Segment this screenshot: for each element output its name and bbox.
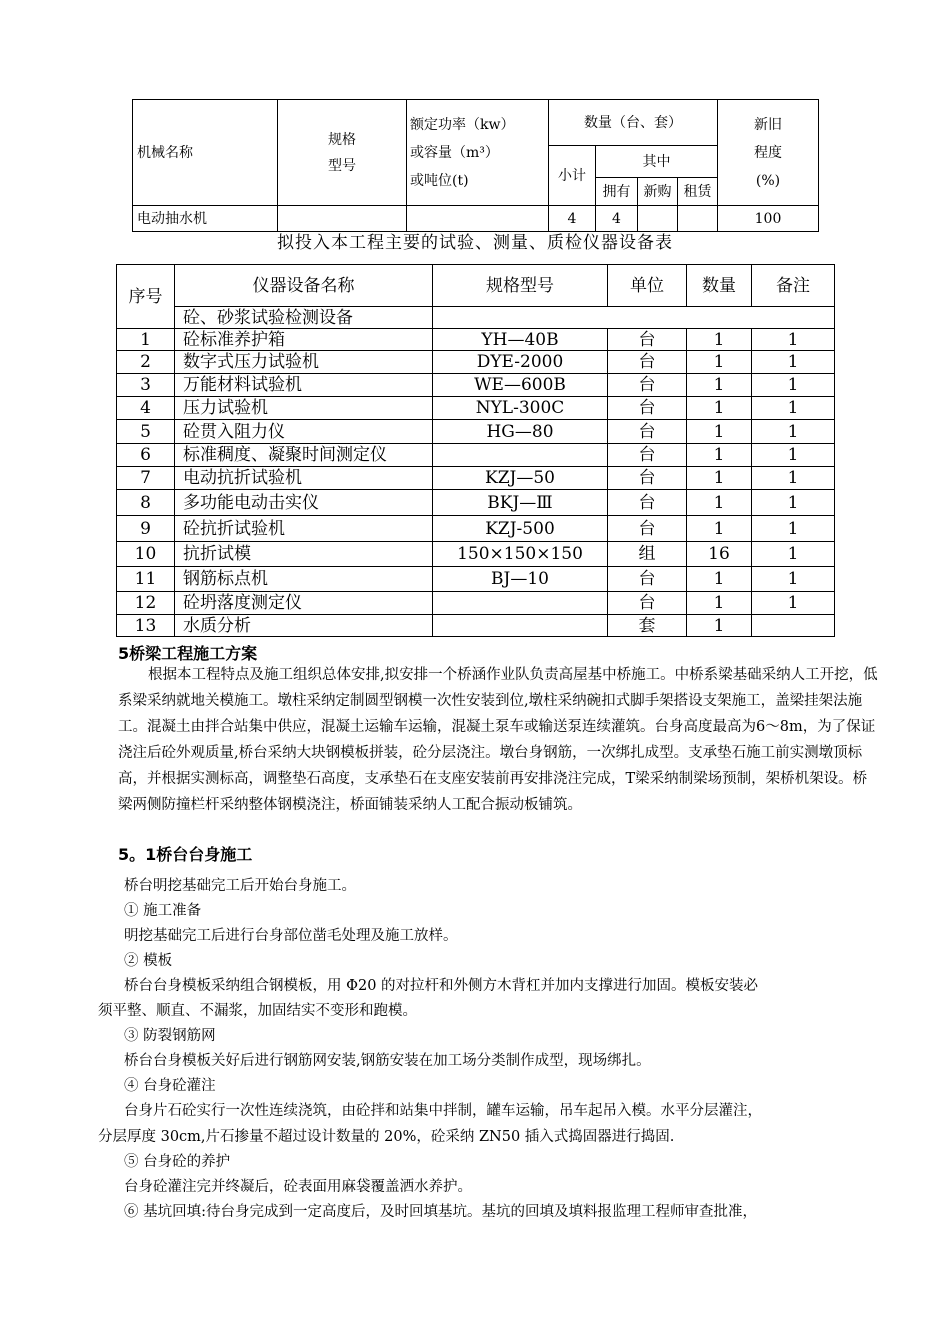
- col-header-condition: [718, 100, 819, 206]
- body-line: ④ 台身砼灌注: [124, 1078, 216, 1094]
- cell-qty: 1: [687, 467, 752, 490]
- cell-unit: 台: [608, 397, 687, 420]
- col-header-new: 新购: [638, 178, 678, 206]
- cell-name: 数字式压力试验机: [175, 351, 433, 374]
- table-row: [117, 397, 835, 420]
- cell-unit: 台: [608, 467, 687, 490]
- cell-qty: 1: [687, 567, 752, 592]
- power-line-3: 或吨位(t): [410, 172, 469, 189]
- cell-no: 9: [117, 516, 175, 542]
- cell-name: 标准稠度、凝聚时间测定仪: [175, 444, 433, 467]
- cell-unit: 台: [608, 329, 687, 351]
- spec-line-2: 型号: [328, 157, 356, 174]
- machinery-table: [132, 99, 819, 232]
- section-5-paragraph: 根据本工程特点及施工组织总体安排,拟安排一个桥涵作业队负责高屋基中桥施工。中桥系梁基础采纳人工开挖，低系梁采纳就地关模施工。墩柱采纳定制圆型钢模一次性安装到位,墩柱采纳碗扣式脚手架搭设支架施工，盖梁挂架法施工。混凝土由拌合站集中供应，混凝土运输车运输，混凝土泵车或输送泵连续灌筑。台身高度最高为6～8m，为了保证浇注后砼外观质量,桥台采纳大块钢模板拼装，砼分层浇注。墩台身钢筋，一次绑扎成型。支承垫石施工前实测墩顶标高，并根据实测标高，调整垫石高度，支承垫石在支座安装前再安排浇注完成，T梁采纳制梁场预制，架桥机架设。桥梁两侧防撞栏杆采纳整体钢模浇注，桥面铺装采纳人工配合振动板铺筑。: [118, 667, 878, 813]
- col-header-among: 其中: [596, 146, 718, 178]
- cell-no: 13: [117, 615, 175, 637]
- table-row: [117, 516, 835, 542]
- cell-no: 12: [117, 592, 175, 615]
- cell-unit: 台: [608, 516, 687, 542]
- cell-note: 1: [752, 542, 835, 567]
- cell-name: 抗折试模: [175, 542, 433, 567]
- cell-model: DYE-2000: [433, 351, 608, 374]
- condition-line-2: 程度: [754, 144, 782, 161]
- cell-no: 4: [117, 397, 175, 420]
- cell-note: 1: [752, 420, 835, 444]
- body-line: ② 模板: [124, 953, 173, 969]
- cell-model: [433, 444, 608, 467]
- cell-condition: 100: [718, 206, 819, 232]
- cell-qty: 1: [687, 397, 752, 420]
- cell-name: 压力试验机: [175, 397, 433, 420]
- cell-name: 砼贯入阻力仪: [175, 420, 433, 444]
- group-label: 砼、砂浆试验检测设备: [175, 307, 433, 329]
- body-line: 桥台台身模板关好后进行钢筋网安装,钢筋安装在加工场分类制作成型，现场绑扎。: [124, 1053, 651, 1069]
- cell-note: 1: [752, 374, 835, 397]
- cell-unit: 台: [608, 567, 687, 592]
- table-row: [117, 351, 835, 374]
- cell-model: [433, 615, 608, 637]
- col-header-spec: [278, 100, 407, 206]
- cell-rent: [678, 206, 718, 232]
- table-row: [117, 592, 835, 615]
- col-header-quantity: 数量（台、套）: [549, 100, 718, 146]
- cell-note: 1: [752, 592, 835, 615]
- cell-name: 水质分析: [175, 615, 433, 637]
- cell-note: 1: [752, 467, 835, 490]
- cell-unit: 台: [608, 444, 687, 467]
- col-header-owned: 拥有: [596, 178, 638, 206]
- cell-unit: 台: [608, 351, 687, 374]
- cell-note: 1: [752, 444, 835, 467]
- condition-line-1: 新旧: [754, 116, 782, 133]
- cell-no: 1: [117, 329, 175, 351]
- spec-line-1: 规格: [328, 131, 356, 148]
- cell-note: 1: [752, 516, 835, 542]
- condition-line-3: (%): [755, 172, 781, 189]
- table-row: [117, 615, 835, 637]
- cell-model: WE—600B: [433, 374, 608, 397]
- col-header-name: 仪器设备名称: [175, 265, 433, 307]
- col-header-subtotal: 小计: [549, 146, 596, 206]
- cell-subtotal: 4: [549, 206, 596, 232]
- section-5-1-heading: 5。1桥台台身施工: [118, 845, 253, 864]
- cell-power: [407, 206, 549, 232]
- cell-no: 11: [117, 567, 175, 592]
- cell-name: 电动抗折试验机: [175, 467, 433, 490]
- table-row: [117, 329, 835, 351]
- cell-no: 5: [117, 420, 175, 444]
- col-header-name: 机械名称: [133, 100, 278, 206]
- cell-model: YH—40B: [433, 329, 608, 351]
- cell-unit: 台: [608, 490, 687, 516]
- body-line: 台身砼灌注完并终凝后，砼表面用麻袋覆盖洒水养护。: [124, 1179, 472, 1195]
- body-line: ① 施工准备: [124, 903, 202, 919]
- cell-new: [638, 206, 678, 232]
- cell-model: BKJ—Ⅲ: [433, 490, 608, 516]
- cell-name: 电动抽水机: [133, 206, 278, 232]
- cell-unit: 台: [608, 374, 687, 397]
- table-row: [117, 490, 835, 516]
- cell-qty: 1: [687, 329, 752, 351]
- body-line: 桥台台身模板采纳组合钢模板，用 Φ20 的对拉杆和外侧方木背杠并加内支撑进行加固。模板安装必: [124, 978, 759, 994]
- col-header-qty: 数量: [687, 265, 752, 307]
- table-row: [117, 444, 835, 467]
- cell-qty: 1: [687, 444, 752, 467]
- cell-qty: 1: [687, 516, 752, 542]
- cell-note: 1: [752, 397, 835, 420]
- cell-owned: 4: [596, 206, 638, 232]
- cell-no: 7: [117, 467, 175, 490]
- cell-name: 砼抗折试验机: [175, 516, 433, 542]
- cell-unit: 台: [608, 592, 687, 615]
- cell-name: 砼坍落度测定仪: [175, 592, 433, 615]
- instrument-table-title: 拟投入本工程主要的试验、测量、质检仪器设备表: [277, 233, 673, 253]
- table-row: [117, 542, 835, 567]
- cell-no: 6: [117, 444, 175, 467]
- cell-model: [433, 592, 608, 615]
- table-row: [117, 467, 835, 490]
- cell-note: 1: [752, 329, 835, 351]
- cell-no: 8: [117, 490, 175, 516]
- cell-name: 砼标准养护箱: [175, 329, 433, 351]
- col-header-note: 备注: [752, 265, 835, 307]
- power-line-2: 或容量（m³）: [410, 144, 499, 161]
- table-row: [117, 420, 835, 444]
- col-header-power: [407, 100, 549, 206]
- table-row: [117, 374, 835, 397]
- cell-qty: 1: [687, 490, 752, 516]
- cell-model: NYL-300C: [433, 397, 608, 420]
- body-line: 分层厚度 30cm,片石掺量不超过设计数量的 20%，砼采纳 ZN50 插入式捣固器进行捣固.: [98, 1129, 675, 1145]
- cell-name: 钢筋标点机: [175, 567, 433, 592]
- body-line: ⑤ 台身砼的养护: [124, 1154, 231, 1170]
- cell-qty: 16: [687, 542, 752, 567]
- cell-model: KZJ—50: [433, 467, 608, 490]
- cell-qty: 1: [687, 615, 752, 637]
- instrument-table: [116, 264, 835, 637]
- body-line: 须平整、顺直、不漏浆，加固结实不变形和跑模。: [98, 1003, 417, 1019]
- cell-model: KZJ-500: [433, 516, 608, 542]
- cell-spec: [278, 206, 407, 232]
- cell-note: 1: [752, 567, 835, 592]
- cell-note: 1: [752, 490, 835, 516]
- power-line-1: 额定功率（kw）: [410, 116, 515, 133]
- cell-name: 多功能电动击实仪: [175, 490, 433, 516]
- col-header-model: 规格型号: [433, 265, 608, 307]
- cell-model: BJ—10: [433, 567, 608, 592]
- cell-no: 10: [117, 542, 175, 567]
- body-line: ⑥ 基坑回填:待台身完成到一定高度后，及时回填基坑。基坑的回填及填料报监理工程师审查批准，: [124, 1204, 757, 1220]
- cell-no: 2: [117, 351, 175, 374]
- cell-unit: 台: [608, 420, 687, 444]
- cell-note: [752, 615, 835, 637]
- body-line: 台身片石砼实行一次性连续浇筑，由砼拌和站集中拌制，罐车运输，吊车起吊入模。水平分层灌注，: [124, 1103, 762, 1119]
- body-line: ③ 防裂钢筋网: [124, 1028, 216, 1044]
- cell-note: 1: [752, 351, 835, 374]
- section-5-heading: 5桥梁工程施工方案: [118, 644, 258, 663]
- table-row: [117, 567, 835, 592]
- cell-unit: 组: [608, 542, 687, 567]
- col-header-unit: 单位: [608, 265, 687, 307]
- cell-qty: 1: [687, 351, 752, 374]
- cell-model: 150×150×150: [433, 542, 608, 567]
- table-row: [133, 206, 819, 232]
- body-line: 明挖基础完工后进行台身部位凿毛处理及施工放样。: [124, 928, 458, 944]
- cell-name: 万能材料试验机: [175, 374, 433, 397]
- cell-qty: 1: [687, 374, 752, 397]
- group-filler: [433, 307, 835, 329]
- cell-no: 3: [117, 374, 175, 397]
- cell-unit: 套: [608, 615, 687, 637]
- cell-model: HG—80: [433, 420, 608, 444]
- col-header-no: 序号: [117, 265, 175, 329]
- body-line: 桥台明挖基础完工后开始台身施工。: [124, 878, 356, 894]
- cell-qty: 1: [687, 420, 752, 444]
- col-header-rent: 租赁: [678, 178, 718, 206]
- cell-qty: 1: [687, 592, 752, 615]
